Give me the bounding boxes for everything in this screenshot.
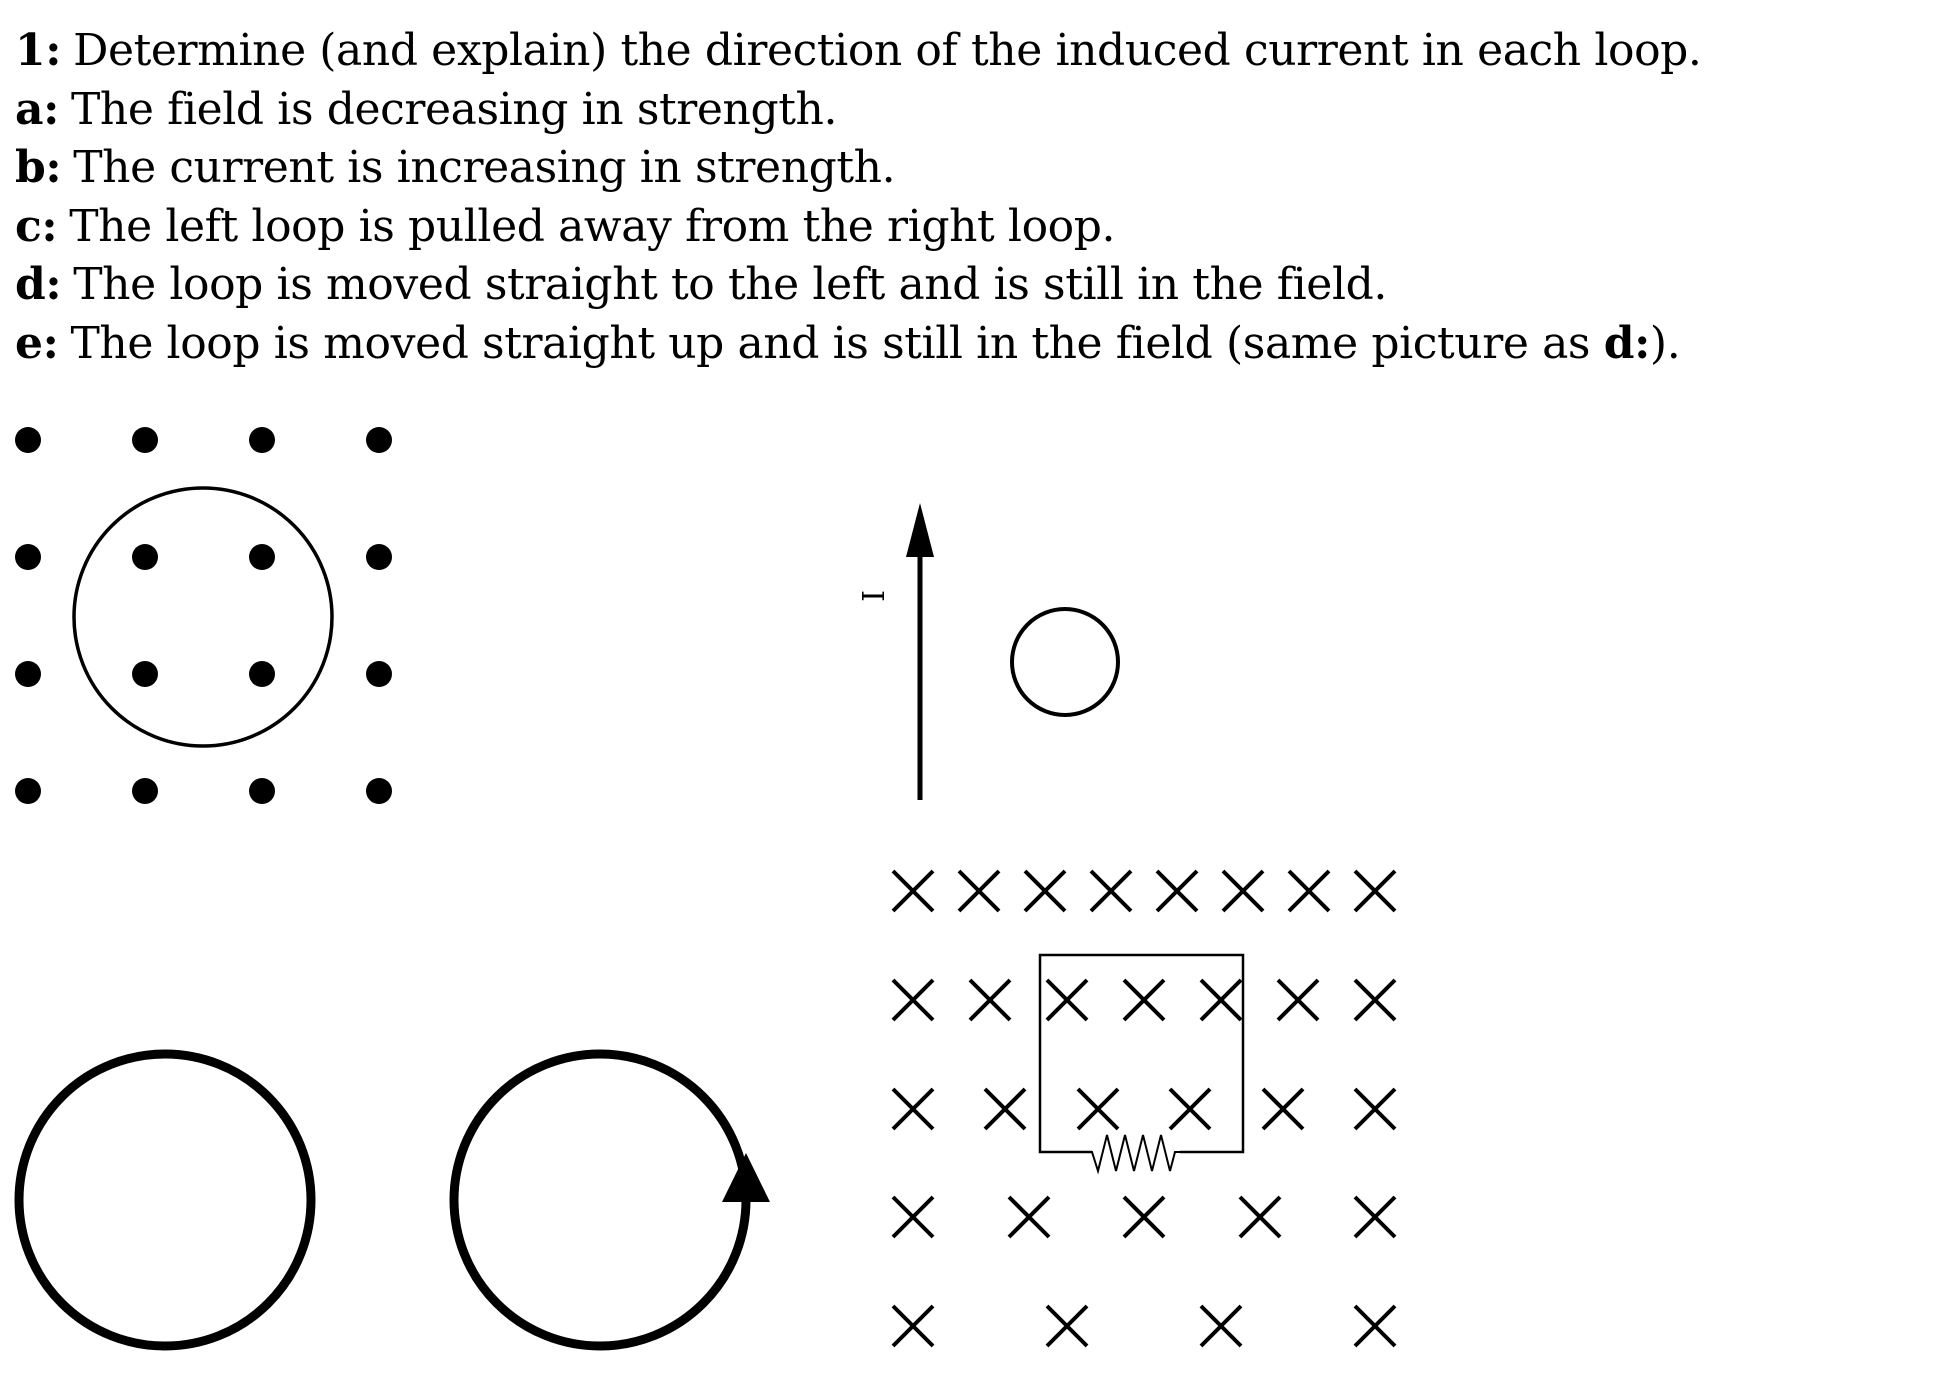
figure-a: [15, 427, 392, 804]
field-dot: [366, 544, 392, 570]
field-cross: [893, 871, 933, 911]
left-loop: [19, 1054, 311, 1346]
field-cross: [1240, 1197, 1280, 1237]
field-cross: [893, 1197, 933, 1237]
field-cross: [1201, 980, 1241, 1020]
question-label: d:: [15, 259, 62, 310]
field-dot: [15, 661, 41, 687]
question-text: The loop is moved straight up and is still in the field (same picture as: [70, 317, 1604, 369]
right-loop: [454, 1054, 746, 1346]
current-arrowhead: [906, 503, 934, 557]
field-cross: [893, 1306, 933, 1346]
field-cross: [1355, 1089, 1395, 1129]
field-cross: [1078, 1089, 1118, 1129]
field-dot: [15, 544, 41, 570]
field-cross: [893, 980, 933, 1020]
resistor: [1080, 1135, 1180, 1171]
field-cross: [1355, 1306, 1395, 1346]
current-direction-arrowhead: [722, 1153, 770, 1202]
field-cross: [1263, 1089, 1303, 1129]
field-dot: [366, 661, 392, 687]
field-cross: [1355, 980, 1395, 1020]
question-label: e:: [15, 317, 59, 369]
question-label: a:: [15, 83, 59, 135]
question-reference: d:: [1603, 317, 1650, 369]
question-text: The left loop is pulled away from the right loop.: [69, 200, 1116, 252]
field-cross: [1009, 1197, 1049, 1237]
field-dot: [132, 778, 158, 804]
field-dot: [249, 544, 275, 570]
field-cross: [1025, 871, 1065, 911]
field-cross: [1355, 871, 1395, 911]
field-cross: [1355, 1197, 1395, 1237]
question-text: Determine (and explain) the direction of the induced current in each loop.: [73, 25, 1702, 76]
field-cross: [1289, 871, 1329, 911]
field-dot: [132, 661, 158, 687]
field-dot: [132, 427, 158, 453]
figure-d: [893, 871, 1395, 1346]
figure-c: [19, 1054, 770, 1346]
field-cross: [893, 1089, 933, 1129]
field-dot: [366, 427, 392, 453]
field-dot: [249, 661, 275, 687]
field-dot: [249, 778, 275, 804]
field-crosses-into-page: [893, 871, 1395, 1346]
question-label: c:: [15, 200, 58, 252]
conducting-loop: [74, 488, 332, 746]
field-cross: [959, 871, 999, 911]
field-dot: [15, 427, 41, 453]
field-cross: [1157, 871, 1197, 911]
rectangular-loop: [1040, 955, 1243, 1152]
question-text: The loop is moved straight to the left and is still in the field.: [73, 259, 1387, 310]
field-dot: [249, 427, 275, 453]
field-dot: [132, 544, 158, 570]
field-cross: [970, 980, 1010, 1020]
field-cross: [1047, 1306, 1087, 1346]
field-cross: [985, 1089, 1025, 1129]
conducting-loop: [1012, 609, 1118, 715]
question-text: The current is increasing in strength.: [73, 142, 896, 193]
field-cross: [1124, 980, 1164, 1020]
figure-b: [857, 503, 1118, 800]
current-label: I: [857, 590, 892, 602]
question-label: b:: [15, 142, 62, 193]
field-dot: [366, 778, 392, 804]
field-cross: [1201, 1306, 1241, 1346]
field-dot: [15, 778, 41, 804]
field-cross: [1091, 871, 1131, 911]
question-label: 1:: [15, 25, 62, 76]
field-cross: [1047, 980, 1087, 1020]
field-cross: [1223, 871, 1263, 911]
question-text: The field is decreasing in strength.: [70, 83, 838, 135]
field-cross: [1278, 980, 1318, 1020]
field-cross: [1124, 1197, 1164, 1237]
field-cross: [1170, 1089, 1210, 1129]
question-text-end: ).: [1649, 317, 1681, 369]
